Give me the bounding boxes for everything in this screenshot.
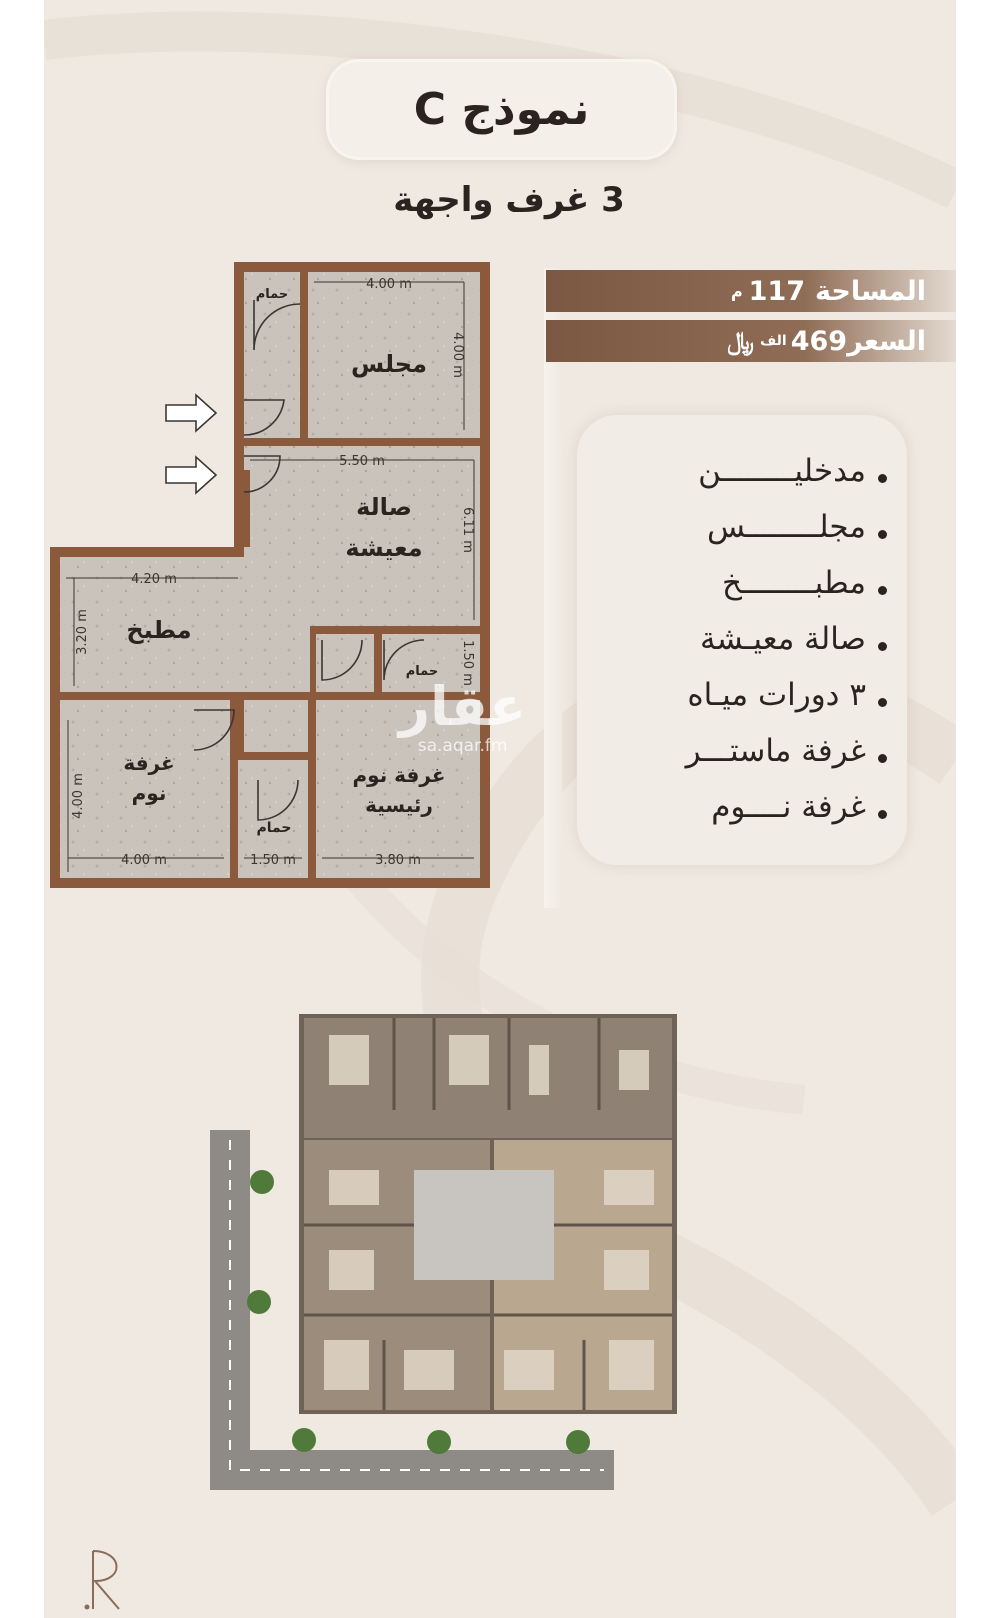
area-bar [546,270,956,312]
model-title: نموذج C [413,84,590,135]
model-title-box [329,62,674,157]
brochure-page [44,0,956,1618]
room-label: حمام [255,287,289,302]
room-label: غرفة نوم [352,763,446,787]
room-label: مطبخ [126,616,192,644]
area-unit: م [730,281,743,301]
bullet-icon [878,530,887,539]
price-unit: الف [759,333,787,349]
bullet-icon [878,754,887,763]
bullet-icon [878,810,887,819]
feature-item: مطبــــــــخ [587,555,887,611]
wall [244,438,480,446]
aqar-watermark [399,675,527,756]
wall [244,470,250,547]
feature-item: صالة معيـشة [587,611,887,667]
watermark-logo: عقار [399,675,527,738]
feature-item: غرفة ماستـــر [587,723,887,779]
floor-plan [44,260,544,920]
wall [310,634,316,692]
entrance-arrow-icon [166,395,216,493]
features-box [577,415,907,865]
dimension-label: 1.50 m [460,640,475,686]
price-value: 469 [790,325,848,357]
model-subtitle: 3 غرف واجهة [393,180,625,220]
features-list [587,443,887,835]
room-label: صالة [356,493,412,521]
room-label: غرفة [123,751,175,775]
courtyard [414,1170,554,1280]
bullet-icon [878,586,887,595]
dimension-label: 4.00 m [71,773,86,819]
wall [310,626,480,634]
room-label: حمام [256,820,292,836]
feature-item: مجلــــــــس [587,499,887,555]
dimension-label: 4.20 m [131,572,177,587]
wall [300,272,308,438]
price-bar [546,320,956,362]
area-value: 117 [748,275,806,307]
dimension-label: 4.00 m [121,853,167,868]
wall [308,700,316,878]
area-label: المساحة [815,275,926,307]
living-floor [244,446,480,692]
feature-item: غرفة نــــوم [587,779,887,835]
room-label: معيشة [345,534,423,562]
side-divider [544,268,562,908]
bullet-icon [878,642,887,651]
feature-item: مدخليــــــــن [587,443,887,499]
dimension-label: 3.80 m [375,853,421,868]
room-label: رئيسية [365,793,433,817]
dimension-label: 6.11 m [460,507,475,553]
price-label: السعر [847,325,926,357]
corridor-floor [244,700,310,756]
feature-item: ٣ دورات ميـاه [587,667,887,723]
brand-logo-icon [79,1545,149,1615]
dimension-label: 3.20 m [75,609,90,655]
dimension-label: 1.50 m [250,853,296,868]
room-label: نوم [131,781,167,805]
watermark-domain: sa.aqar.fm [417,736,508,756]
dimension-label: 5.50 m [339,454,385,469]
dimension-label: 4.00 m [450,332,465,378]
bullet-icon [878,474,887,483]
wall [238,752,308,760]
room-label: مجلس [351,350,427,378]
riyal-symbol-icon: ﷼ [727,327,754,355]
bullet-icon [878,698,887,707]
building-3d-render [204,1010,684,1550]
wall [374,634,382,692]
dimension-label: 4.00 m [366,277,412,292]
room-label: حمام [405,664,439,679]
